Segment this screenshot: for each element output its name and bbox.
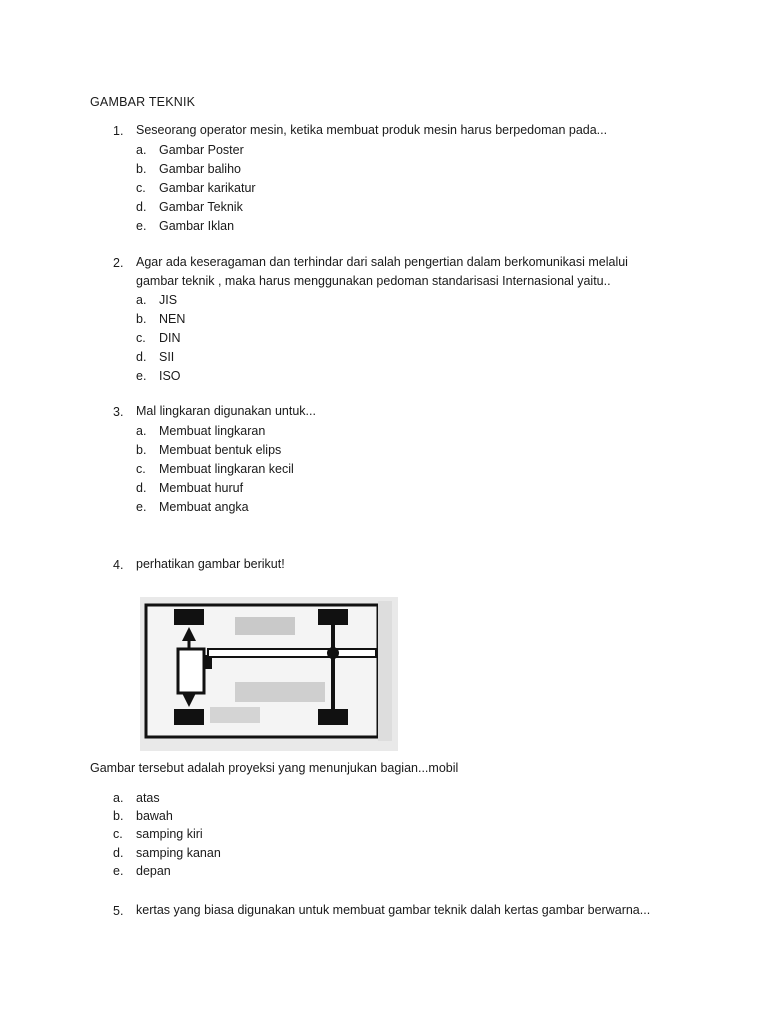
option-text: Membuat lingkaran — [159, 424, 266, 438]
option-d — [136, 481, 243, 495]
car-chassis-diagram — [140, 597, 398, 751]
texture-patch — [210, 707, 260, 723]
option-letter: b. — [136, 443, 147, 457]
option-a — [113, 791, 160, 805]
option-text: samping kiri — [136, 827, 203, 841]
option-c — [113, 827, 203, 841]
option-letter: d. — [136, 481, 147, 495]
option-c — [136, 181, 256, 195]
wheel-rear-left — [318, 609, 348, 625]
option-c — [136, 331, 181, 345]
option-letter: b. — [113, 809, 124, 823]
drive-shaft — [208, 649, 376, 657]
option-e — [136, 369, 181, 383]
option-text: ISO — [159, 369, 181, 383]
option-text: Membuat angka — [159, 500, 249, 514]
option-a — [136, 293, 177, 307]
question-text: Mal lingkaran digunakan untuk... — [136, 404, 316, 418]
question-number: 1. — [113, 124, 124, 138]
option-letter: a. — [136, 143, 147, 157]
option-letter: c. — [113, 827, 123, 841]
option-letter: e. — [136, 219, 147, 233]
option-letter: d. — [113, 846, 124, 860]
option-b — [136, 443, 281, 457]
option-e — [113, 864, 171, 878]
option-text: Membuat huruf — [159, 481, 244, 495]
option-letter: e. — [136, 500, 147, 514]
option-text: Gambar karikatur — [159, 181, 256, 195]
option-d — [136, 350, 174, 364]
option-text: Gambar baliho — [159, 162, 241, 176]
side-shading — [378, 601, 392, 741]
wheel-front-right — [174, 709, 204, 725]
option-d — [136, 200, 243, 214]
option-letter: c. — [136, 181, 146, 195]
question-text: perhatikan gambar berikut! — [136, 557, 285, 571]
question-text: Seseorang operator mesin, ketika membuat produk mesin harus berpedoman pada... — [136, 123, 608, 137]
option-letter: a. — [136, 293, 147, 307]
engine-block — [178, 649, 204, 693]
option-letter: e. — [136, 369, 147, 383]
document-title: GAMBAR TEKNIK — [90, 95, 196, 109]
question-text: kertas yang biasa digunakan untuk membuat gambar teknik dalah kertas gambar berwarna... — [136, 903, 651, 917]
option-b — [136, 162, 241, 176]
question-text: Agar ada keseragaman dan terhindar dari salah pengertian dalam berkomunikasi melalui gambar teknik , maka harus menggunakan pedoman standarisasi Internasional yaitu.. — [136, 255, 628, 288]
option-c — [136, 462, 294, 476]
option-letter: d. — [136, 350, 147, 364]
option-text: SII — [159, 350, 175, 364]
option-letter: e. — [113, 864, 124, 878]
option-text: bawah — [136, 809, 173, 823]
option-letter: a. — [113, 791, 124, 805]
option-text: Gambar Poster — [159, 143, 244, 157]
option-text: DIN — [159, 331, 181, 345]
option-text: Membuat bentuk elips — [159, 443, 282, 457]
option-letter: a. — [136, 424, 147, 438]
option-letter: c. — [136, 462, 146, 476]
option-b — [113, 809, 173, 823]
question-number: 3. — [113, 405, 124, 419]
question-number: 4. — [113, 558, 124, 572]
differential — [327, 647, 339, 659]
option-text: Gambar Iklan — [159, 219, 235, 233]
option-text: samping kanan — [136, 846, 221, 860]
option-letter: b. — [136, 162, 147, 176]
texture-patch — [235, 682, 325, 702]
option-text: Membuat lingkaran kecil — [159, 462, 294, 476]
option-a — [136, 424, 265, 438]
texture-patch — [235, 617, 295, 635]
option-letter: d. — [136, 200, 147, 214]
question-number: 5. — [113, 904, 124, 918]
option-text: Gambar Teknik — [159, 200, 243, 214]
option-text: atas — [136, 791, 160, 805]
option-letter: c. — [136, 331, 146, 345]
option-e — [136, 219, 234, 233]
option-e — [136, 500, 249, 514]
question-number: 2. — [113, 256, 124, 270]
wheel-front-left — [174, 609, 204, 625]
option-text: depan — [136, 864, 171, 878]
wheel-rear-right — [318, 709, 348, 725]
option-text: JIS — [159, 293, 178, 307]
option-d — [113, 846, 221, 860]
option-a — [136, 143, 244, 157]
option-b — [136, 312, 185, 326]
figure-caption: Gambar tersebut adalah proyeksi yang menunjukan bagian...mobil — [90, 761, 459, 775]
option-letter: b. — [136, 312, 147, 326]
option-text: NEN — [159, 312, 186, 326]
